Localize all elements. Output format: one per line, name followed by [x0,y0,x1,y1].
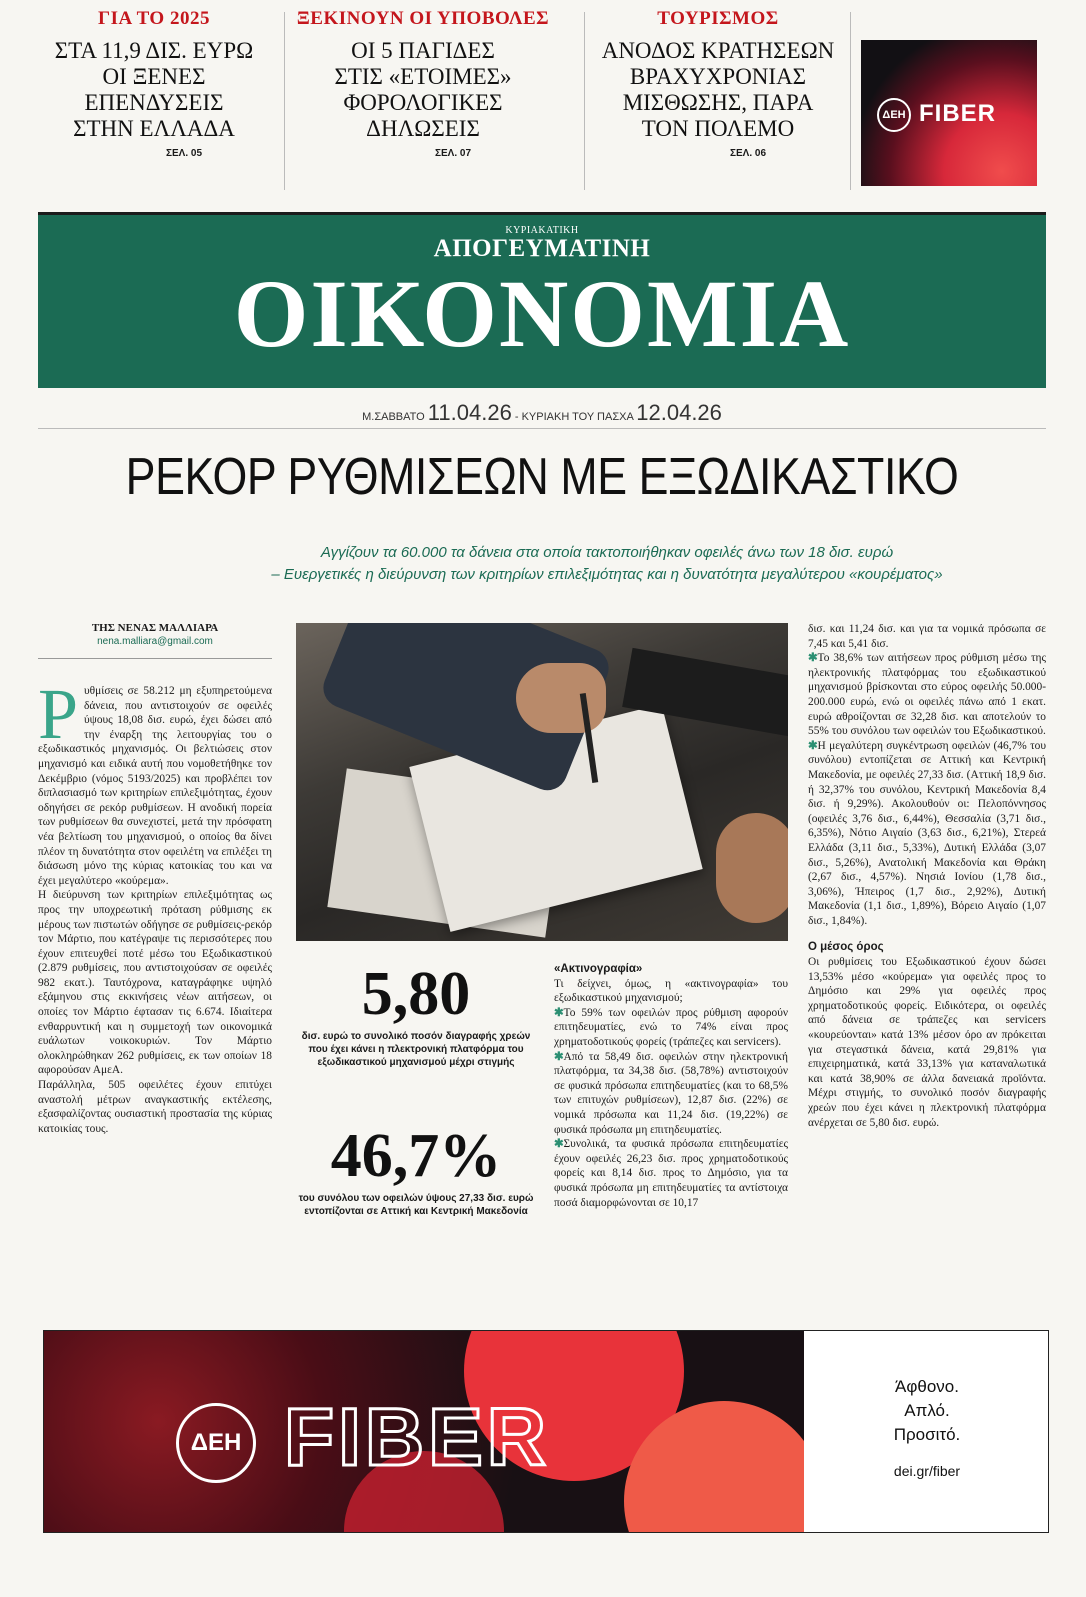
subheadline-line: Αγγίζουν τα 60.000 τα δάνεια στα οποία τακτοποιήθηκαν οφειλές άνω των 18 δισ. ευρώ [320,544,894,561]
ad-copy [804,1375,1049,1483]
teaser-kicker: ΓΙΑ ΤΟ 2025 [98,8,210,29]
article-paragraph: Παράλληλα, 505 οφειλέτες έχουν επιτύχει αναστολή μέτρων αναγκαστικής εκτέλεσης, εξασφαλίζοντας ουσιαστική προστασία της κύριας κατοικίας τους. [38,1079,272,1135]
ad-url-link[interactable]: dei.gr/fiber [893,1463,961,1479]
article-column-1 [38,674,272,1136]
stat-value: 5,80 [361,960,471,1028]
byline-email[interactable]: nena.malliara@gmail.com [97,636,213,647]
subheadline-line: – Ευεργετικές η διεύρυνση των κριτηρίων επιλεξιμότητας και η δυνατότητα μεγαλύτερου «κουρέματος» [271,566,943,583]
dei-logo-icon: ΔΕΗ [176,1403,256,1483]
article-paragraph: Η διεύρυνση των κριτηρίων επιλεξιμότητας ως προς την υποχρεωτική πρόταση ρύθμισης εκ μέρους των πιστωτών οδήγησε σε ρυθμίσεις-ρεκόρ τον Μάρτιο, που κατέγραψε τις περισσότερες που έχουν επιτευχθεί ποτέ μέσω του Εξωδικαστικού (2.879 ρυθμίσεις, που αντιστοιχούσαν σε οφειλές 982 εκατ.). Ταυτόχρονα, καταγράφηκε υψηλό εξάμηνου στις εκκινήσεις νέων αιτήσεων, οι οποίες τον Μάρτιο έφτασαν τις 6.674. Ιδιαίτερα ενθαρρυντική και η συμμετοχή των οικονομικά ευάλωτων νοικοκυριών. Τον Μάρτιο ολοκληρώθηκαν 262 ρυθμίσεις, εκ των οποίων 18 αφορούσαν ΑμεΑ. [38,889,272,1077]
article-paragraph: δισ. και 11,24 δισ. και για τα νομικά πρόσωπα σε 7,45 και 5,41 δισ. [808,623,1046,650]
stat-caption: δισ. ευρώ το συνολικό ποσόν διαγραφής χρεών που έχει κάνει η πλεκτρονική πλατφόρμα του εξωδικαστικού μηχανισμού μέχρι στιγμής [301,1031,531,1068]
teaser-foreign-investment[interactable] [38,8,270,188]
fiber-wordmark: FIBER [284,1392,550,1483]
bullet-paragraph: ✱Το 59% των οφειλών προς ρύθμιση αφορούν επιτηδευματίες, ενώ το 74% είναι προς χρηματοδοτικούς φορείς (τράπεζες και servicers). [554,1006,788,1048]
teaser-divider [850,12,851,190]
teaser-page-ref: ΣΕΛ. 07 [434,148,472,159]
teaser-divider [284,12,285,190]
teaser-title: ΑΝΟΔΟΣ ΚΡΑΤΗΣΕΩΝ ΒΡΑΧΥΧΡΟΝΙΑΣ ΜΙΣΘΩΣΗΣ, ΠΑΡΑ ΤΟΝ ΠΟΛΕΜΟ [601,38,835,141]
article-photo [296,623,788,941]
drop-cap: Ρ [38,674,79,754]
dateline-date: 11.04.26 [427,400,512,425]
stat-concentration [296,1124,536,1218]
main-headline: ΡΕΚΟΡ ΡΥΘΜΙΣΕΩΝ ΜΕ ΕΞΩΔΙΚΑΣΤΙΚΟ [125,448,959,506]
dateline [38,400,1046,426]
dei-logo-icon: ΔΕΗ [877,98,911,132]
dateline-label: Μ.ΣΑΒΒΑΤΟ [362,411,425,423]
ad-slogan-line: Προσιτό. [893,1425,961,1444]
asterisk-icon: ✱ [808,652,818,665]
bullet-paragraph: ✱Από τα 58,49 δισ. οφειλών στην ηλεκτρονική πλατφόρμα, τα 34,38 δισ. (58,78%) αντιστοιχούν σε φυσικά πρόσωπα επιτηδευματίες (και το 68,5% των επιτυχών ρυθμίσεων), 12,87 δισ. (22%) σε νομικά πρόσωπα και 11,24 δισ. (19,22%) σε φυσικά πρόσωπα μη επιτηδευματίες. [554,1050,788,1136]
bullet-paragraph: ✱Η μεγαλύτερη συγκέντρωση οφειλών (46,7% του συνόλου) εντοπίζεται σε Αττική και Κεντρική Μακεδονία, με οφειλές 27,33 δισ. (Αττική 18,9 δισ. ή 32,37% του συνόλου, Κεντρική Μακεδονία 8,4 δισ. ή 9,29%). Ακολουθούν οι: Πελοπόννησος (οφειλές 3,76 δισ., 6,44%), Θεσσαλία (3,71 δισ., 6,35%), Νότιο Αιγαίο (3,63 δισ., 6,21%), Στερεά Ελλάδα (3,11 δισ., 5,33%), Δυτική Ελλάδα (3,07 δισ., 5,26%), Ανατολική Μακεδονία και Θράκη (2,67 δισ., 4,57%). Νησιά Ιονίου (1,78 δισ., 3,06%), Ήπειρος (1,7 δισ., 2,92%), Δυτική Μακεδονία (1,1 δισ., 1,89%), Βόρειο Αιγαίο (1,07 δισ., 1,84%). [808,739,1046,927]
article-paragraph: Τι δείχνει, όμως, η «ακτινογραφία» του εξωδικαστικού μηχανισμού; [554,977,788,1005]
asterisk-icon: ✱ [554,1050,564,1063]
teaser-tax-returns[interactable] [288,8,558,188]
ad-artwork [44,1331,804,1532]
section-heading: «Ακτινογραφία» [554,963,643,975]
ad-slogan-line: Άφθονο. [895,1377,959,1396]
teaser-page-ref: ΣΕΛ. 06 [729,148,767,159]
dateline-rule [38,428,1046,429]
teaser-title: ΣΤΑ 11,9 ΔΙΣ. ΕΥΡΩ ΟΙ ΞΕΝΕΣ ΕΠΕΝΔΥΣΕΙΣ ΣΤΗΝ ΕΛΛΑΔΑ [54,38,254,141]
bullet-paragraph: ✱Συνολικά, τα φυσικά πρόσωπα επιτηδευματίες έχουν οφειλές 26,23 δισ. προς χρηματοδοτικούς φορείς και 8,14 δισ. προς το Δημόσιο, για τα φυσικά πρόσωπα μη επιτηδευματίες τα αντίστοιχα ποσά διαμορφώνονται σε 10,17 [554,1138,788,1209]
section-heading: Ο μέσος όρος [808,941,884,954]
byline-rule [38,658,272,659]
article-column-3 [554,962,788,1210]
asterisk-icon: ✱ [808,739,818,752]
byline [38,622,272,647]
asterisk-icon: ✱ [554,1006,564,1019]
masthead-title: ΟΙΚΟΝΟΜΙΑ [233,260,851,367]
article-paragraph: υθμίσεις σε 58.212 μη εξυπηρετούμενα δάνεια, που αντιστοιχούν σε οφειλές ύψους 18,08 δισ. ευρώ, έχει δώσει από την έναρξη της λειτουργίας του ο εξωδικαστικός μηχανισμός. Οι βελτιώσεις στον μηχανισμό και ειδικά αυτή που νομοθετήθηκε τον Δεκέμβριο (νόμος 5193/2025) και προβλέπει τον διπλασιασμό των κριτηρίων επιλεξιμότητας, έχουν οδηγήσει σε ρεκόρ ρυθμίσεων. Η ανοδική πορεία των ρυθμίσεων θα συνεχιστεί, μετά την πρόσφατη νέα βελτίωση του μηχανισμού, ο οποίος θα δίνει πλέον τη δυνατότητα στον οφειλέτη να επιλέξει τη διάσωση μόνο της κύριας κατοικίας του και να έχει μεγαλύτερο «κούρεμα». [38,685,272,887]
article-paragraph: Οι ρυθμίσεις του Εξωδικαστικού έχουν δώσει 13,53% μέσο «κούρεμα» για οφειλές προς το Δημόσιο και 29% για οφειλές προς χρηματοδοτικούς φορείς. Ειδικότερα, οι οφειλές από δάνεια σε τράπεζες και servicers «κουρεύονται» κατά 13% μέσον όρο αν πρόκειται για στεγαστικά δάνεια, κατά 29,81% για επιχειρηματικά, κατά 33,13% για καταναλωτικά και κατά 38,90% σε άλλα δανειακά προϊόντα. Μέχρι στιγμής, το συνολικό ποσόν διαγραφής χρεών που έχει κάνει η πλεκτρονική πλατφόρμα ανέρχεται σε 5,80 δισ. ευρώ. [808,956,1046,1129]
dateline-date: 12.04.26 [636,400,722,425]
stat-caption: του συνόλου των οφειλών ύψους 27,33 δισ. ευρώ εντοπίζονται σε Αττική και Κεντρική Μακεδονία [298,1193,534,1217]
masthead-pretitle: ΚΥΡΙΑΚΑΤΙΚΗ [505,225,579,236]
teaser-kicker: ΤΟΥΡΙΣΜΟΣ [657,8,779,29]
article-column-4 [808,622,1046,1130]
teaser-kicker: ΞΕΚΙΝΟΥΝ ΟΙ ΥΠΟΒΟΛΕΣ [296,8,550,29]
masthead-subtitle: ΑΠΟΓΕΥΜΑΤΙΝΗ [433,235,651,262]
teaser-page-ref: ΣΕΛ. 05 [165,148,203,159]
stat-value: 46,7% [330,1122,502,1190]
ad-slogan-line: Απλό. [904,1401,950,1420]
dateline-label: - ΚΥΡΙΑΚΗ ΤΟΥ ΠΑΣΧΑ [514,411,634,423]
byline-author: ΤΗΣ ΝΕΝΑΣ ΜΑΛΛΙΑΡΑ [91,622,219,634]
masthead [38,215,1046,388]
fiber-wordmark: FIBER [919,100,996,127]
teaser-title: ΟΙ 5 ΠΑΓΙΔΕΣ ΣΤΙΣ «ΕΤΟΙΜΕΣ» ΦΟΡΟΛΟΓΙΚΕΣ ΔΗΛΩΣΕΙΣ [334,38,512,141]
teaser-tourism[interactable] [594,8,842,188]
stat-writeoff [296,962,536,1069]
bullet-paragraph: ✱Το 38,6% των αιτήσεων προς ρύθμιση μέσω της ηλεκτρονικής πλατφόρμας του εξωδικαστικού μηχανισμού βρίσκονται στο εύρος οφειλής 50.000-200.000 ευρώ, ενώ οι οφειλές πάνω από 1 εκατ. ευρώ αθροίζονται σε 32,28 δισ. και αποτελούν το 55% του συνόλου των οφειλών του Εξωδικαστικού. [808,652,1046,738]
teaser-divider [584,12,585,190]
top-fiber-ad[interactable] [861,40,1037,186]
bottom-fiber-ad[interactable] [43,1330,1049,1533]
asterisk-icon: ✱ [554,1138,564,1151]
subheadline [38,542,1046,586]
